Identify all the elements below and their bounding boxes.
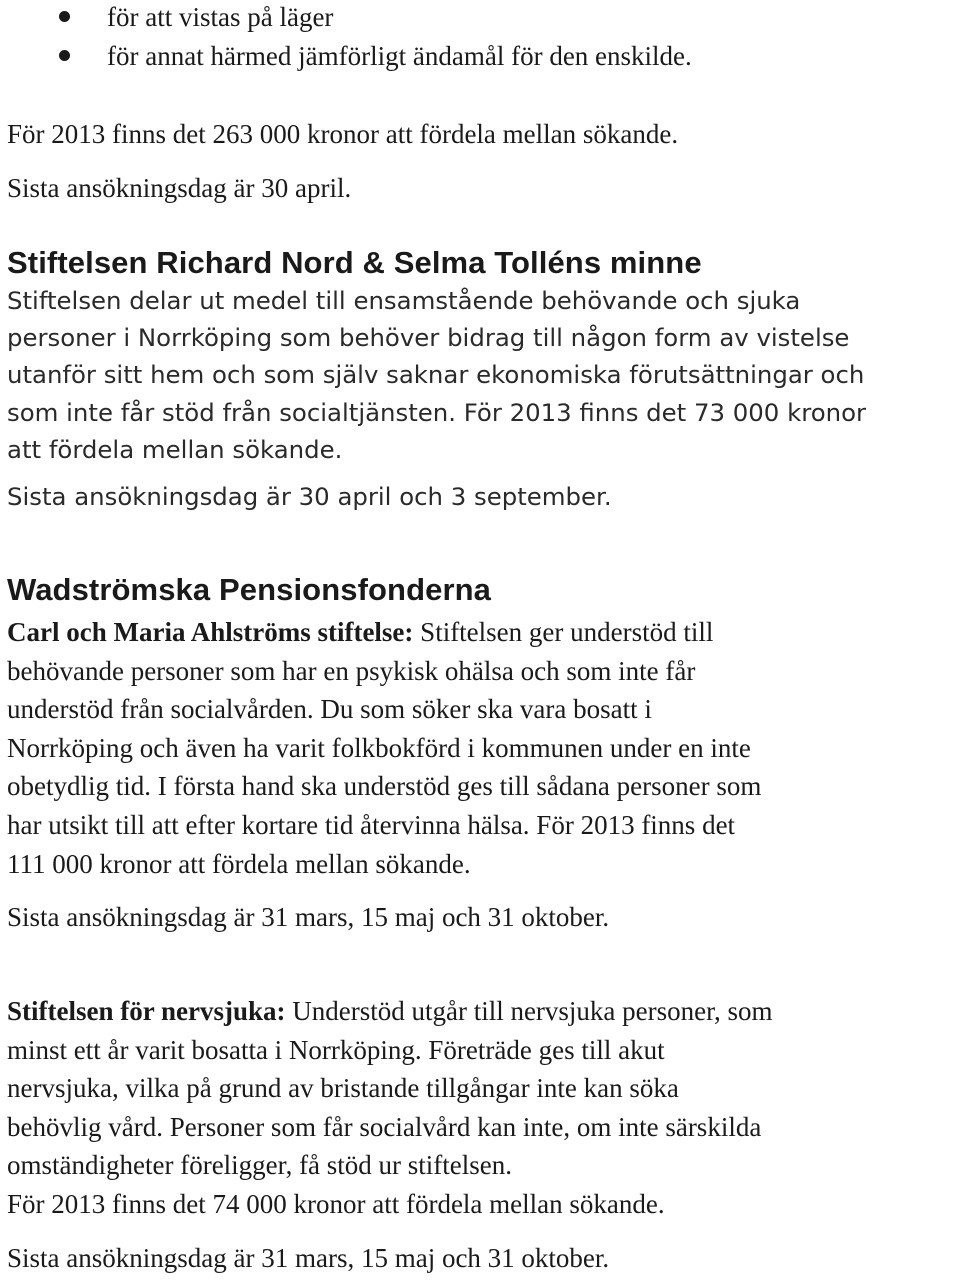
intro-deadline-text: Sista ansökningsdag är 30 april. — [7, 172, 352, 203]
body-line: har utsikt till att efter kortare tid återvinna hälsa. För 2013 finns det — [7, 809, 736, 840]
first-line — [7, 613, 957, 652]
body-line: minst ett år varit bosatta i Norrköping. Företräde ges till akut — [7, 1034, 665, 1065]
body-line: som inte får stöd från socialtjänsten. För 2013 finns det 73 000 kronor — [7, 397, 867, 427]
section-heading: Stiftelsen Richard Nord & Selma Tolléns minne — [7, 245, 702, 280]
subsection-ahlstrom — [7, 613, 957, 937]
section-heading: Wadströmska Pensionsfonderna — [7, 572, 491, 607]
body-line: Stiftelsen delar ut medel till ensamstående behövande och sjuka — [7, 286, 801, 315]
subsection-nervsjuka — [7, 992, 957, 1277]
bullet-icon — [59, 50, 70, 61]
body-line: 111 000 kronor att fördela mellan sökande. — [7, 848, 471, 879]
body-line: omständigheter föreligger, få stöd ur stiftelsen. — [7, 1150, 513, 1181]
first-line-rest: Stiftelsen ger understöd till — [413, 617, 714, 647]
body-line: För 2013 finns det 74 000 kronor att fördela mellan sökande. — [7, 1188, 665, 1219]
deadline-text: Sista ansökningsdag är 31 mars, 15 maj och 31 oktober. — [7, 1242, 610, 1273]
body-line: utanför sitt hem och som själv saknar ekonomiska förutsättningar och — [7, 360, 865, 390]
list-item-text: för att vistas på läger — [107, 2, 334, 32]
bullet-icon — [59, 11, 70, 22]
bold-label: Stiftelsen för nervsjuka: — [7, 996, 286, 1026]
first-line-rest: Understöd utgår till nervsjuka personer, som — [285, 996, 773, 1026]
list-item — [7, 0, 957, 37]
body-line: att fördela mellan sökande. — [7, 434, 343, 464]
body-line: obetydlig tid. I första hand ska understöd ges till sådana personer som — [7, 771, 762, 802]
first-line — [7, 992, 957, 1031]
intro-amount-text: För 2013 finns det 263 000 kronor att fördela mellan sökande. — [7, 119, 679, 149]
body-line: nervsjuka, vilka på grund av bristande tillgångar inte kan söka — [7, 1073, 679, 1104]
intro-amount-paragraph — [7, 115, 957, 207]
body-line: behövlig vård. Personer som får socialvård kan inte, om inte särskilda — [7, 1111, 762, 1142]
body-line: Norrköping och även ha varit folkbokförd i kommunen under en inte — [7, 732, 751, 763]
intro-bullet-list-wrap — [7, 0, 957, 75]
deadline-text: Sista ansökningsdag är 31 mars, 15 maj och 31 oktober. — [7, 902, 610, 933]
list-item — [7, 37, 957, 76]
deadline-text: Sista ansökningsdag är 30 april och 3 september. — [7, 482, 612, 512]
body-line: understöd från socialvården. Du som söker ska vara bosatt i — [7, 694, 652, 725]
section-wadstrom — [7, 570, 957, 610]
section-body — [7, 282, 957, 515]
section-nord — [7, 243, 957, 515]
intro-bullet-list — [7, 0, 957, 75]
list-item-text: för annat härmed jämförligt ändamål för den enskilde. — [107, 40, 692, 71]
body-line: behövande personer som har en psykisk ohälsa och som inte får — [7, 655, 696, 686]
bold-label: Carl och Maria Ahlströms stiftelse: — [7, 617, 414, 647]
body-line: personer i Norrköping som behöver bidrag till någon form av vistelse — [7, 323, 850, 353]
